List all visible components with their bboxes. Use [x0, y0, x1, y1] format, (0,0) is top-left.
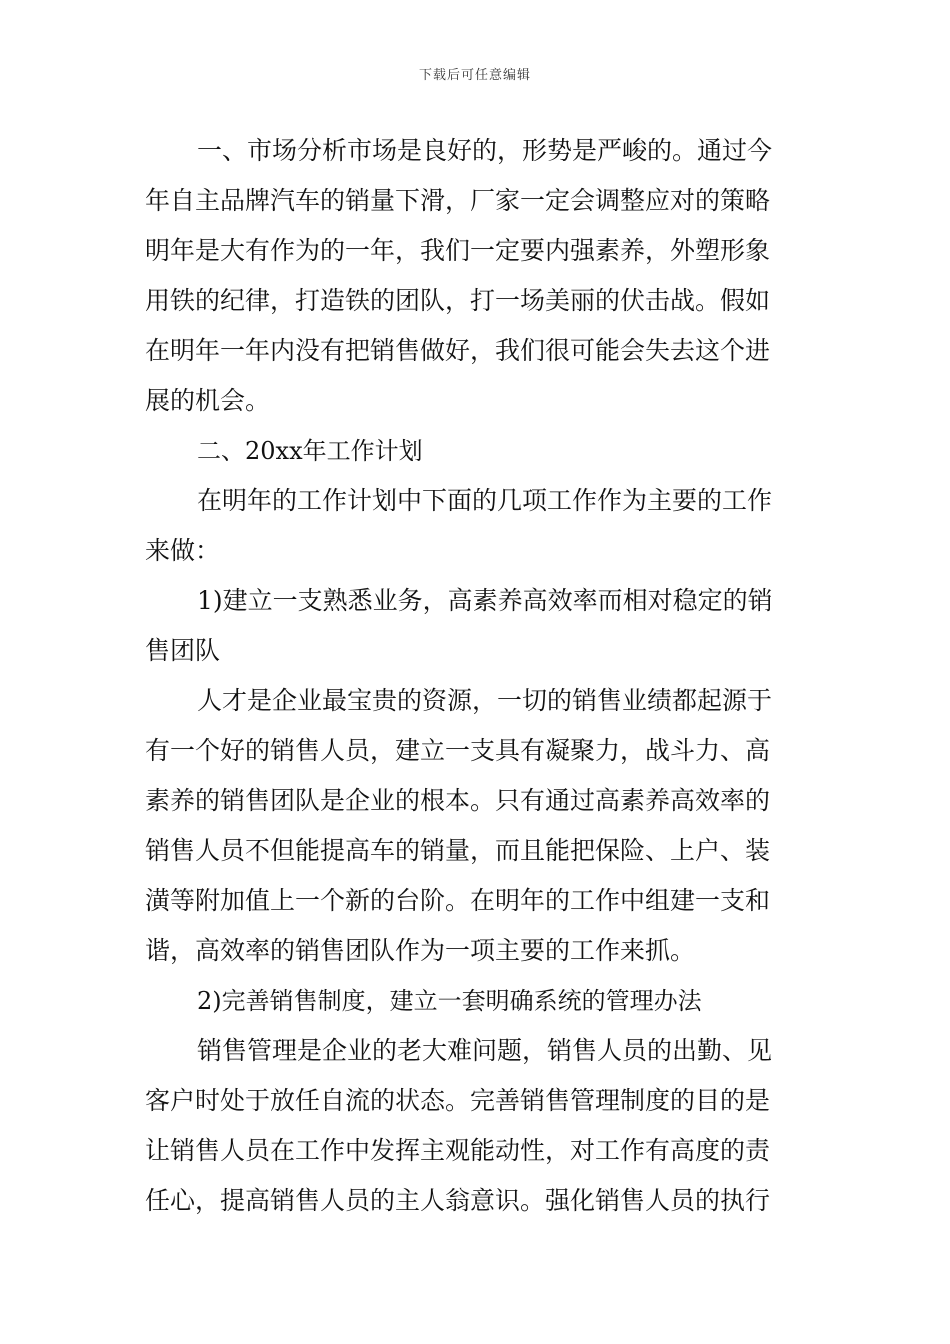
item-heading-sales-team-line-2: 售团队 [145, 636, 221, 665]
paragraph-talent-line-1: 人才是企业最宝贵的资源，一切的销售业绩都起源于 [197, 686, 773, 715]
paragraph-plan-intro-line-2: 来做： [145, 536, 221, 565]
paragraph-talent-line-4: 销售人员不但能提高车的销量，而且能把保险、上户、装 [145, 836, 771, 865]
item-heading-sales-system: 2)完善销售制度，建立一套明确系统的管理办法 [197, 987, 702, 1015]
paragraph-sales-management-line-3: 让销售人员在工作中发挥主观能动性，对工作有高度的责 [145, 1136, 771, 1165]
paragraph-market-analysis-line-4: 用铁的纪律，打造铁的团队，打一场美丽的伏击战。假如 [145, 286, 771, 315]
paragraph-market-analysis-line-6: 展的机会。 [145, 386, 271, 415]
paragraph-talent-line-5: 潢等附加值上一个新的台阶。在明年的工作中组建一支和 [145, 886, 771, 915]
header-note: 下载后可任意编辑 [418, 68, 531, 83]
paragraph-market-analysis-line-5: 在明年一年内没有把销售做好，我们很可能会失去这个进 [145, 336, 771, 365]
paragraph-talent-line-3: 素养的销售团队是企业的根本。只有通过高素养高效率的 [145, 786, 771, 815]
item-heading-sales-team-line-1: 1)建立一支熟悉业务，高素养高效率而相对稳定的销 [197, 586, 773, 615]
paragraph-sales-management-line-1: 销售管理是企业的老大难问题，销售人员的出勤、见 [197, 1036, 773, 1065]
paragraph-sales-management-line-2: 客户时处于放任自流的状态。完善销售管理制度的目的是 [145, 1086, 771, 1115]
paragraph-talent-line-6: 谐，高效率的销售团队作为一项主要的工作来抓。 [145, 936, 696, 965]
paragraph-plan-intro-line-1: 在明年的工作计划中下面的几项工作作为主要的工作 [197, 486, 773, 515]
section-heading-work-plan: 二、20xx年工作计划 [197, 437, 423, 465]
paragraph-talent-line-2: 有一个好的销售人员，建立一支具有凝聚力，战斗力、高 [145, 736, 771, 765]
paragraph-market-analysis-line-1: 一、市场分析市场是良好的，形势是严峻的。通过今 [197, 136, 773, 165]
paragraph-market-analysis-line-2: 年自主品牌汽车的销量下滑，厂家一定会调整应对的策略 [145, 186, 771, 215]
document-body [145, 126, 807, 1226]
paragraph-sales-management-line-4: 任心，提高销售人员的主人翁意识。强化销售人员的执行 [145, 1186, 771, 1215]
paragraph-market-analysis-line-3: 明年是大有作为的一年，我们一定要内强素养，外塑形象 [145, 236, 771, 265]
